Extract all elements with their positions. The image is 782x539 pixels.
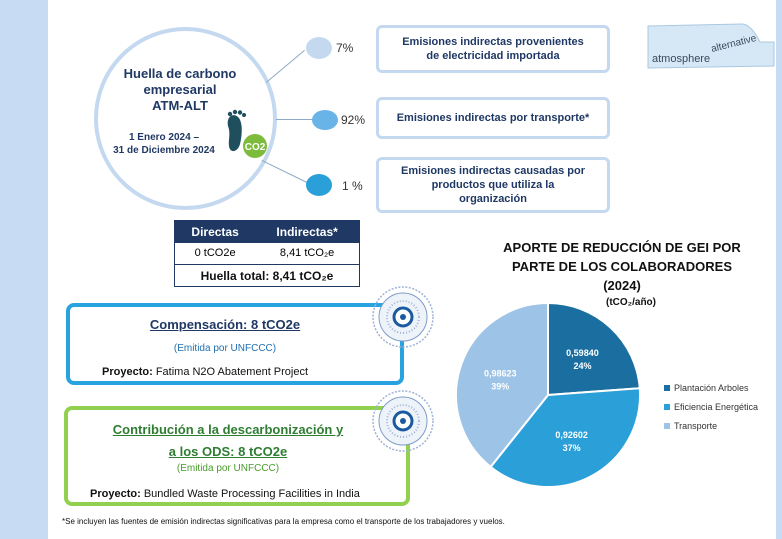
compensation-issuer: (Emitida por UNFCCC) — [173, 343, 277, 354]
compensation-project — [102, 366, 308, 378]
table-header-direct: Directas — [175, 221, 256, 243]
table-header-row — [175, 221, 360, 243]
title-line: empresarial — [143, 82, 217, 97]
emission-dot-products — [306, 174, 332, 196]
chart-title — [482, 238, 762, 295]
chart-legend — [664, 378, 758, 435]
emission-label: de electricidad importada — [426, 50, 560, 62]
footprint-co2-icon — [222, 108, 270, 160]
table-header-indirect: Indirectas* — [255, 221, 359, 243]
legend-swatch — [664, 423, 670, 429]
decarbonization-box — [64, 406, 410, 506]
chart-title-line: PARTE DE LOS COLABORADORES — [511, 259, 733, 274]
footprint-table — [174, 220, 360, 287]
direct-value: 0 tCO2e — [194, 247, 236, 260]
pie-percent-label-1: 37% — [562, 442, 581, 453]
legend-label: Eficiencia Energética — [674, 401, 759, 412]
emission-box-products — [376, 157, 610, 213]
legend-item-0 — [664, 378, 758, 397]
project-label: Proyecto: — [102, 366, 153, 378]
pie-value-label-0: 0,59840 — [566, 347, 599, 358]
pie-value-label-2: 0,98623 — [483, 368, 517, 379]
emission-percent-transport: 92% — [341, 113, 366, 127]
total-footprint: Huella total: 8,41 tCO₂e — [175, 265, 360, 287]
table-row — [175, 243, 360, 265]
connector-line — [266, 50, 305, 83]
emission-label: Emisiones indirectas por transporte* — [396, 112, 590, 124]
decarbonization-project — [90, 488, 360, 500]
emission-box-electricity — [376, 25, 610, 73]
logo-text-atmosphere: atmosphere — [652, 53, 711, 65]
table-total-row — [175, 265, 360, 287]
emission-percent-products: 1 % — [342, 179, 363, 193]
date-line: 1 Enero 2024 – — [128, 132, 200, 143]
unfccc-seal-icon — [372, 390, 434, 452]
legend-label: Transporte — [674, 420, 718, 431]
legend-item-2 — [664, 416, 758, 435]
co2-badge-text: CO2 — [244, 142, 266, 153]
emission-percent-electricity: 7% — [336, 41, 354, 55]
emission-dot-electricity — [306, 37, 332, 59]
chart-title-line: (2024) — [603, 278, 641, 293]
logo-text-alternative: alternative — [710, 33, 758, 55]
title-line: ATM-ALT — [152, 98, 208, 113]
pie-percent-label-0: 24% — [573, 360, 592, 371]
pie-percent-label-2: 39% — [491, 381, 510, 392]
pie-value-label-1: 0,92602 — [555, 429, 588, 440]
decarbonization-title — [68, 419, 388, 463]
right-decorative-band — [776, 0, 782, 539]
title-line: a los ODS: 8 tCO2e — [168, 444, 288, 459]
atmosphere-alternative-logo — [646, 20, 778, 72]
date-line: 31 de Diciembre 2024 — [113, 145, 215, 156]
legend-swatch — [664, 385, 670, 391]
emission-box-transport — [376, 97, 610, 139]
compensation-box — [66, 303, 404, 385]
connector-line — [276, 119, 316, 120]
project-name: Fatima N2O Abatement Project — [155, 366, 309, 378]
carbon-footprint-title — [100, 66, 260, 114]
emission-label: Emisiones indirectas causadas por — [400, 165, 586, 177]
legend-label: Plantación Arboles — [674, 382, 749, 393]
indirect-value: 8,41 tCO₂e — [279, 247, 335, 260]
reporting-period — [104, 131, 224, 157]
emission-label: organización — [459, 193, 527, 205]
legend-swatch — [664, 404, 670, 410]
legend-item-1 — [664, 397, 758, 416]
title-line: Contribución a la descarbonización y — [112, 422, 344, 437]
left-decorative-band — [0, 0, 48, 539]
connector-line — [262, 160, 307, 183]
chart-unit: (tCO₂/año) — [606, 297, 656, 308]
footnote: *Se incluyen las fuentes de emisión indirectas significativas para la empresa como el transporte de los trabajadores y vuelos. — [62, 517, 505, 526]
chart-title-line: APORTE DE REDUCCIÓN DE GEI POR — [503, 240, 741, 255]
title-line: Huella de carbono — [123, 66, 237, 81]
emission-label: productos que utiliza la — [431, 179, 555, 191]
project-label: Proyecto: — [90, 488, 141, 500]
decarbonization-issuer: (Emitida por UNFCCC) — [176, 463, 280, 474]
emission-dot-transport — [312, 110, 338, 130]
pie-chart — [448, 300, 648, 490]
emission-label: Emisiones indirectas provenientes — [402, 36, 584, 48]
unfccc-seal-icon — [372, 286, 434, 348]
compensation-title: Compensación: 8 tCO2e — [149, 317, 301, 332]
project-name: Bundled Waste Processing Facilities in India — [143, 488, 360, 500]
